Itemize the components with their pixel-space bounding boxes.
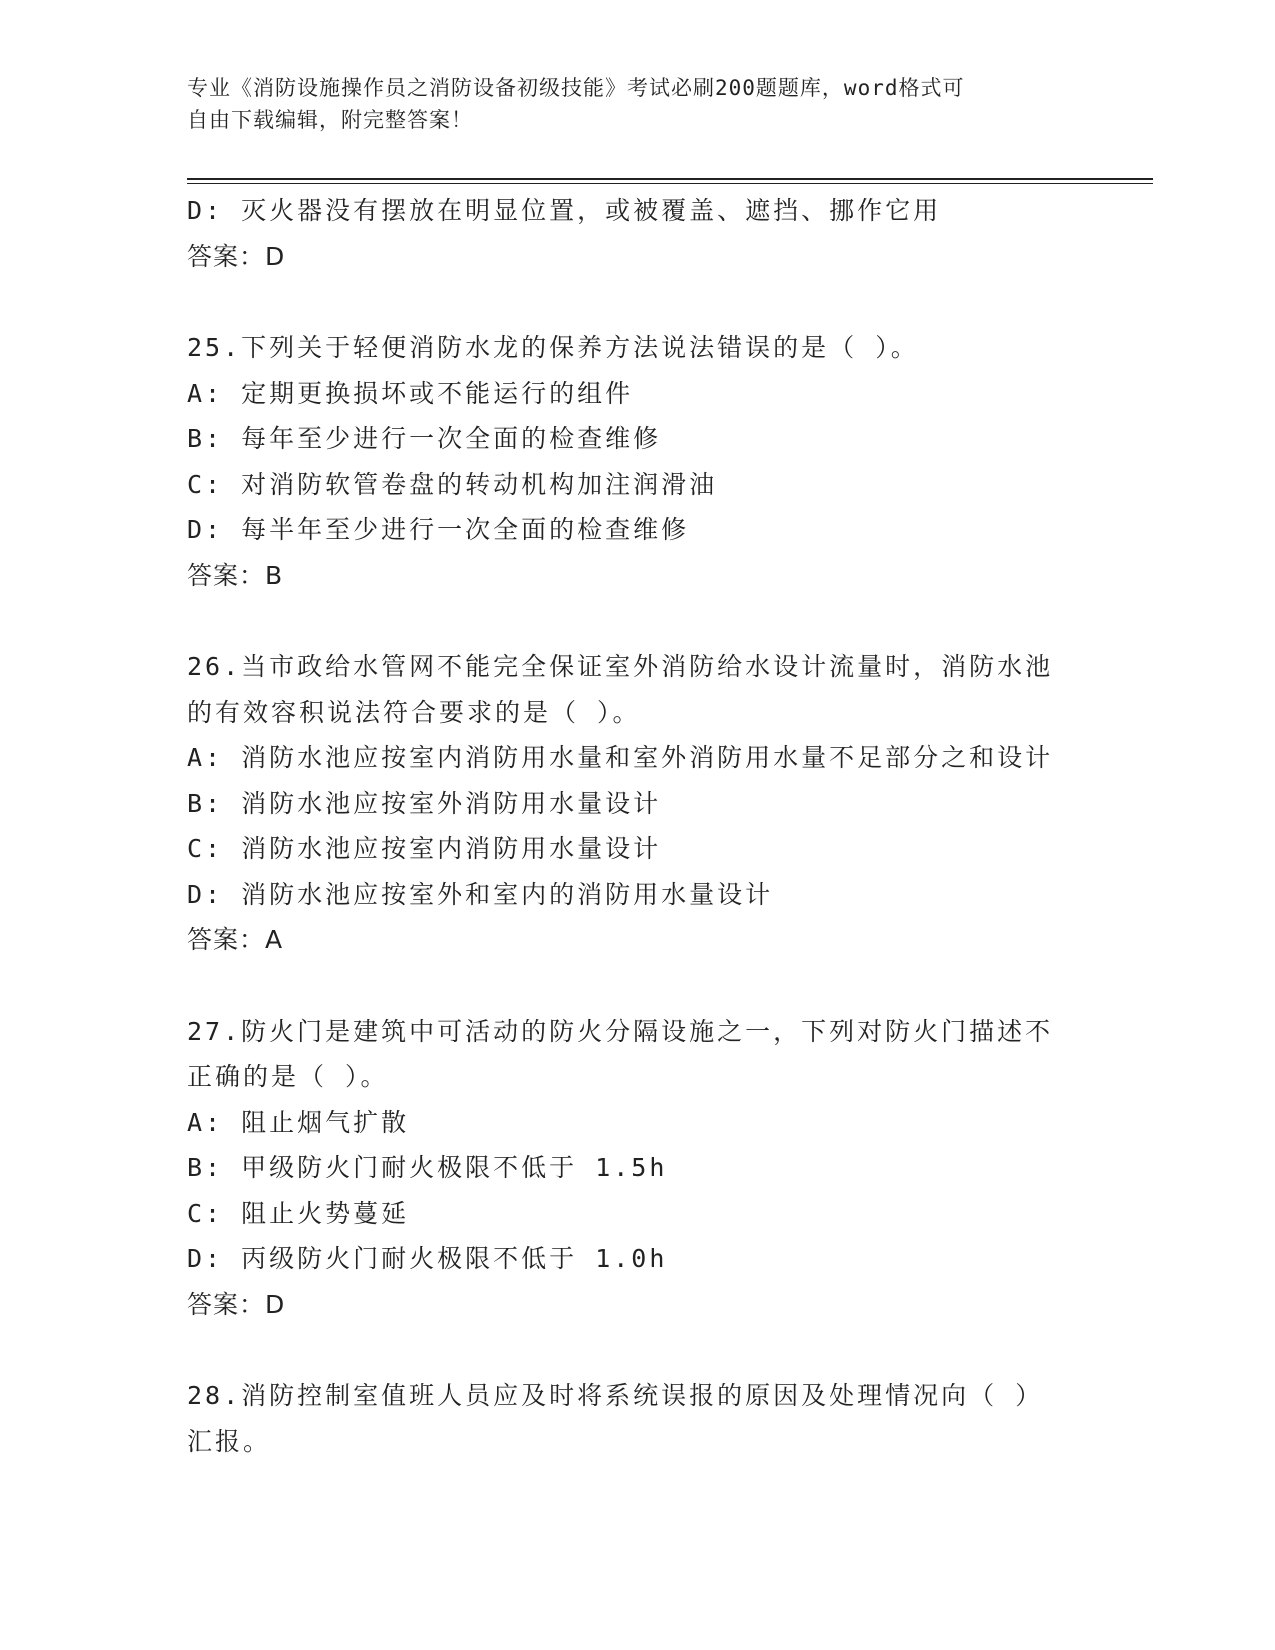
answer: 答案：D xyxy=(187,241,286,271)
option-b: B: 消防水池应按室外消防用水量设计 xyxy=(187,788,662,818)
question-text-line-1: 28.消防控制室值班人员应及时将系统误报的原因及处理情况向（ ） xyxy=(187,1381,1044,1410)
option-a: A: 定期更换损坏或不能运行的组件 xyxy=(187,378,634,408)
question-text-line-1: 27.防火门是建筑中可活动的防火分隔设施之一，下列对防火门描述不 xyxy=(187,1016,1054,1046)
option-a: A: 消防水池应按室内消防用水量和室外消防用水量不足部分之和设计 xyxy=(187,743,1054,772)
document-header xyxy=(187,72,1067,136)
option-a: A: 阻止烟气扩散 xyxy=(187,1107,410,1137)
option-d: D: 灭火器没有摆放在明显位置，或被覆盖、遮挡、挪作它用 xyxy=(187,196,942,225)
question-text: 25.下列关于轻便消防水龙的保养方法说法错误的是（ ）。 xyxy=(187,333,919,362)
question-text-line-2: 的有效容积说法符合要求的是（ ）。 xyxy=(187,697,641,727)
answer: 答案：B xyxy=(187,560,284,590)
option-b: B: 每年至少进行一次全面的检查维修 xyxy=(187,424,662,453)
header-line-2: 自由下载编辑，附完整答案！ xyxy=(187,108,473,132)
question-25 xyxy=(187,325,1087,598)
answer: 答案：A xyxy=(187,925,284,954)
question-text-line-2: 正确的是（ ）。 xyxy=(187,1062,389,1091)
option-d: D: 消防水池应按室外和室内的消防用水量设计 xyxy=(187,879,774,909)
question-28 xyxy=(187,1373,1087,1464)
answer: 答案：D xyxy=(187,1289,286,1319)
header-line-1: 专业《消防设施操作员之消防设备初级技能》考试必刷200题题库，word格式可 xyxy=(187,76,965,100)
header-rule-thin xyxy=(187,183,1153,184)
option-d: D: 每半年至少进行一次全面的检查维修 xyxy=(187,515,690,544)
option-c: C: 对消防软管卷盘的转动机构加注润滑油 xyxy=(187,469,718,499)
option-b: B: 甲级防火门耐火极限不低于 1.5h xyxy=(187,1153,668,1182)
question-27 xyxy=(187,1009,1087,1328)
question-list xyxy=(187,188,1087,1464)
question-text-line-1: 26.当市政给水管网不能完全保证室外消防给水设计流量时，消防水池 xyxy=(187,652,1054,681)
question-26 xyxy=(187,644,1087,963)
option-c: C: 阻止火势蔓延 xyxy=(187,1198,410,1228)
question-text-line-2: 汇报。 xyxy=(187,1426,272,1456)
header-rule xyxy=(187,178,1153,180)
question-24 xyxy=(187,188,1087,279)
option-d: D: 丙级防火门耐火极限不低于 1.0h xyxy=(187,1244,668,1273)
option-c: C: 消防水池应按室内消防用水量设计 xyxy=(187,834,662,863)
